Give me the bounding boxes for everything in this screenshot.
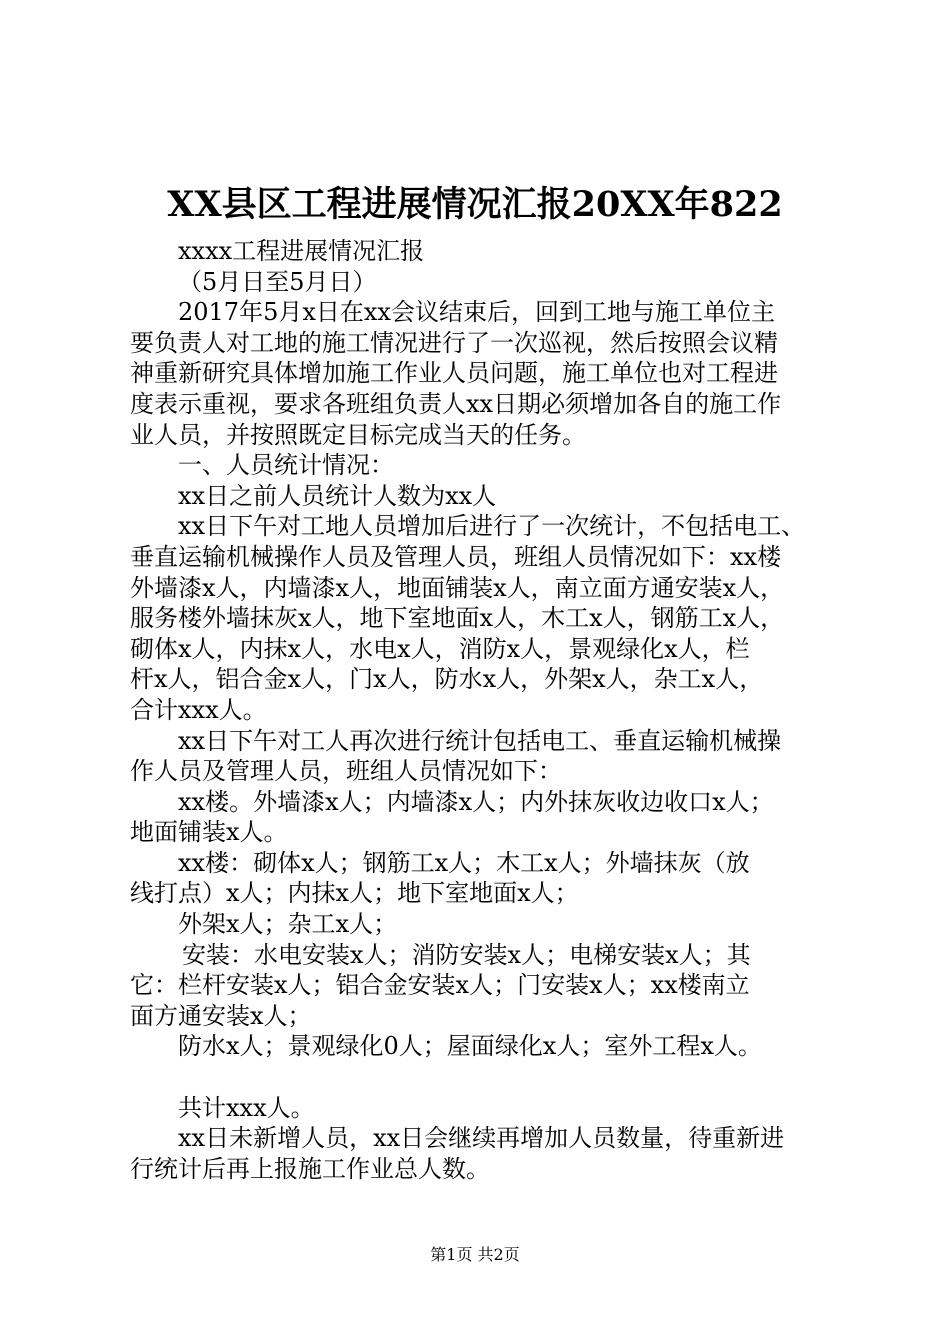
paragraph-line: 垂直运输机械操作人员及管理人员，班组人员情况如下：xx楼 — [130, 542, 782, 571]
document-body — [130, 236, 830, 1184]
paragraph-line: xx楼。外墙漆x人；内墙漆x人；内外抹灰收边收口x人； — [178, 787, 774, 816]
paragraph-line: 它：栏杆安装x人；铝合金安装x人；门安装x人；xx楼南立 — [130, 971, 750, 1000]
paragraph-line: 面方通安装x人； — [130, 1001, 312, 1030]
section-heading: 一、人员统计情况： — [178, 451, 394, 480]
paragraph-line: 地面铺装x人。 — [130, 818, 288, 847]
paragraph-line: xx日下午对工人再次进行统计包括电工、垂直运输机械操 — [178, 726, 782, 755]
paragraph-line: 作人员及管理人员，班组人员情况如下： — [130, 757, 562, 786]
document-title: XX县区工程进展情况汇报20XX年822 — [167, 184, 783, 225]
paragraph-line: 要负责人对工地的施工情况进行了一次巡视，然后按照会议精 — [130, 328, 778, 357]
paragraph-line: 行统计后再上报施工作业总人数。 — [130, 1154, 490, 1183]
paragraph-line: xx日之前人员统计人数为xx人 — [178, 481, 497, 510]
paragraph-line: xx日下午对工地人员增加后进行了一次统计，不包括电工、 — [178, 512, 806, 541]
paragraph-line: 共计xxx人。 — [178, 1093, 315, 1122]
paragraph-line: 安装：水电安装x人；消防安装x人；电梯安装x人；其 — [182, 940, 751, 969]
paragraph-line: 2017年5月x日在xx会议结束后，回到工地与施工单位主 — [178, 298, 775, 327]
blank-line — [130, 1062, 830, 1093]
paragraph-line: 防水x人；景观绿化0人；屋面绿化x人；室外工程x人。 — [178, 1032, 762, 1061]
paragraph-line: 杆x人，铝合金x人，门x人，防水x人，外架x人，杂工x人， — [130, 665, 764, 694]
paragraph-line: 度表示重视，要求各班组负责人xx日期必须增加各自的施工作 — [130, 389, 782, 418]
paragraph-line: 合计xxx人。 — [130, 695, 267, 724]
paragraph-line: xx日未新增人员，xx日会继续再增加人员数量，待重新进 — [178, 1124, 785, 1153]
page-footer: 第1页 共2页 — [430, 1245, 520, 1264]
paragraph-line: 业人员，并按照既定目标完成当天的任务。 — [130, 420, 586, 449]
paragraph-line: 外架x人；杂工x人； — [178, 910, 398, 939]
report-date-range: （5月日至5月日） — [178, 267, 377, 296]
paragraph-line: 神重新研究具体增加施工作业人员问题，施工单位也对工程进 — [130, 359, 778, 388]
paragraph-line: 砌体x人，内抹x人，水电x人，消防x人，景观绿化x人，栏 — [130, 634, 750, 663]
paragraph-line: xx楼：砌体x人；钢筋工x人；木工x人；外墙抹灰（放 — [178, 848, 750, 877]
paragraph-line: 线打点）x人；内抹x人；地下室地面x人； — [130, 879, 579, 908]
paragraph-line: 外墙漆x人，内墙漆x人，地面铺装x人，南立面方通安装x人， — [130, 573, 785, 602]
paragraph-line: 服务楼外墙抹灰x人，地下室地面x人，木工x人，钢筋工x人， — [130, 604, 785, 633]
report-heading: xxxx工程进展情况汇报 — [178, 237, 425, 265]
